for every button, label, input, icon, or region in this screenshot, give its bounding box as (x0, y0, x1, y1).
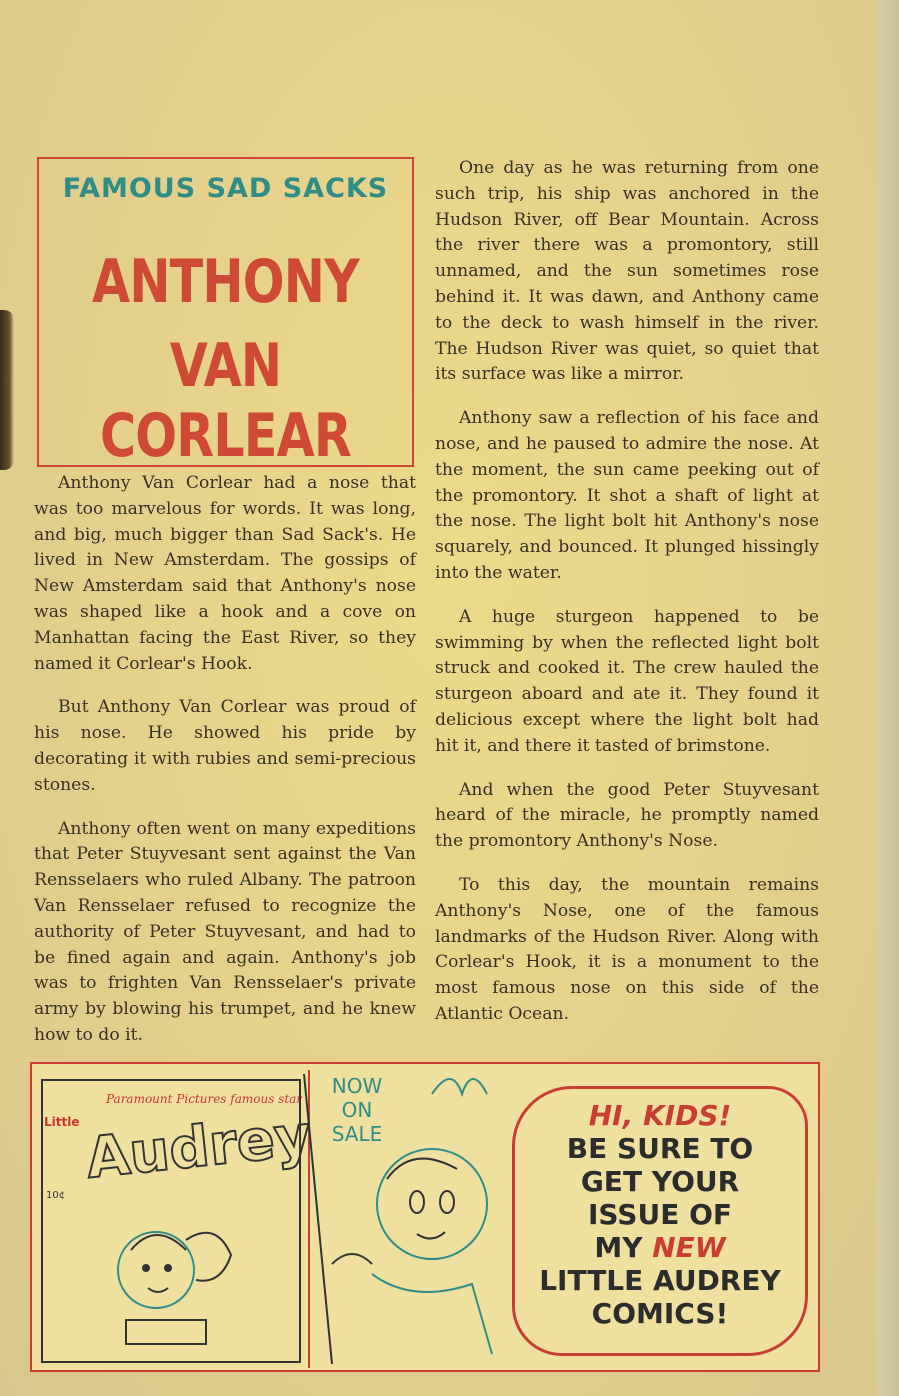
cover-title: Audrey (83, 1103, 315, 1192)
now-on-sale-label: NOW ON SALE (331, 1074, 383, 1146)
binding-shadow (0, 310, 14, 470)
paragraph: To this day, the mountain remains Anthony's Nose, one of the famous landmarks of the Hudson River. Along with Corlear's Hook, it is a monument to the most famous nose on this side of the Atlantic Ocean. (435, 874, 819, 1024)
page-edge (877, 0, 899, 1396)
cover-little-label: Little (44, 1115, 80, 1129)
left-column (34, 471, 416, 1067)
title-box (37, 157, 414, 471)
speech-bubble (512, 1086, 808, 1356)
paragraph: One day as he was returning from one such trip, his ship was anchored in the Hudson River, off Bear Mountain. Across the river there was a promontory, still unnamed, and the sun sometimes rose behind it. It was dawn, and Anthony came to the deck to wash himself in the river. The Hudson River was quiet, so quiet that its surface was like a mirror. (435, 158, 819, 385)
audrey-character-drawing (32, 1064, 512, 1374)
cover-tagline: Paramount Pictures famous star (106, 1092, 303, 1106)
series-title: FAMOUS SAD SACKS (62, 173, 389, 204)
paragraph: Anthony often went on many expeditions that Peter Stuyvesant sent against the Van Rensselaers who ruled Albany. The patroon Van Rensselaer refused to recognize the authority of Peter Stuyvesant, and had to be fined again and again. Anthony's job was to frighten Van Rensselaer's private army by blowing his trumpet, and he knew how to do it. (34, 818, 416, 1045)
paragraph: Anthony saw a reflection of his face and nose, and he paused to admire the nose. At the moment, the sun came peeking out of the promontory. It shot a shaft of light at the nose. The light bolt hit Anthony's nose squarely, and bounced. It plunged hissingly into the water. (435, 408, 819, 583)
headline-line-1: ANTHONY (92, 247, 359, 317)
headline-line-2: VAN CORLEAR (99, 331, 351, 471)
paragraph: Anthony Van Corlear had a nose that was too marvelous for words. It was long, and big, much bigger than Sad Sack's. He lived in New Amsterdam. The gossips of New Amsterdam said that Anthony's nose was shaped like a hook and a cove on Manhattan facing the East River, so they named it Corlear's Hook. (34, 473, 416, 674)
paragraph: But Anthony Van Corlear was proud of his nose. He showed his pride by decorating it with rubies and semi-precious stones. (34, 697, 416, 795)
paragraph: A huge sturgeon happened to be swimming by when the reflected light bolt struck and cooked it. The crew hauled the sturgeon aboard and ate it. They found it delicious except where the light bolt had hit it, and there it tasted of brimstone. (435, 606, 819, 756)
little-audrey-ad (30, 1062, 820, 1372)
right-column (435, 156, 819, 1046)
bubble-greeting: HI, KIDS! (588, 1099, 732, 1132)
paragraph: And when the good Peter Stuyvesant heard of the miracle, he promptly named the promontory Anthony's Nose. (435, 779, 819, 852)
bubble-new-word: NEW (652, 1231, 726, 1264)
cover-price: 10¢ (46, 1190, 66, 1201)
speech-bubble-text: HI, KIDS! BE SURE TO GET YOUR ISSUE OF MY NEW LITTLE AUDREY COMICS! (515, 1099, 805, 1330)
